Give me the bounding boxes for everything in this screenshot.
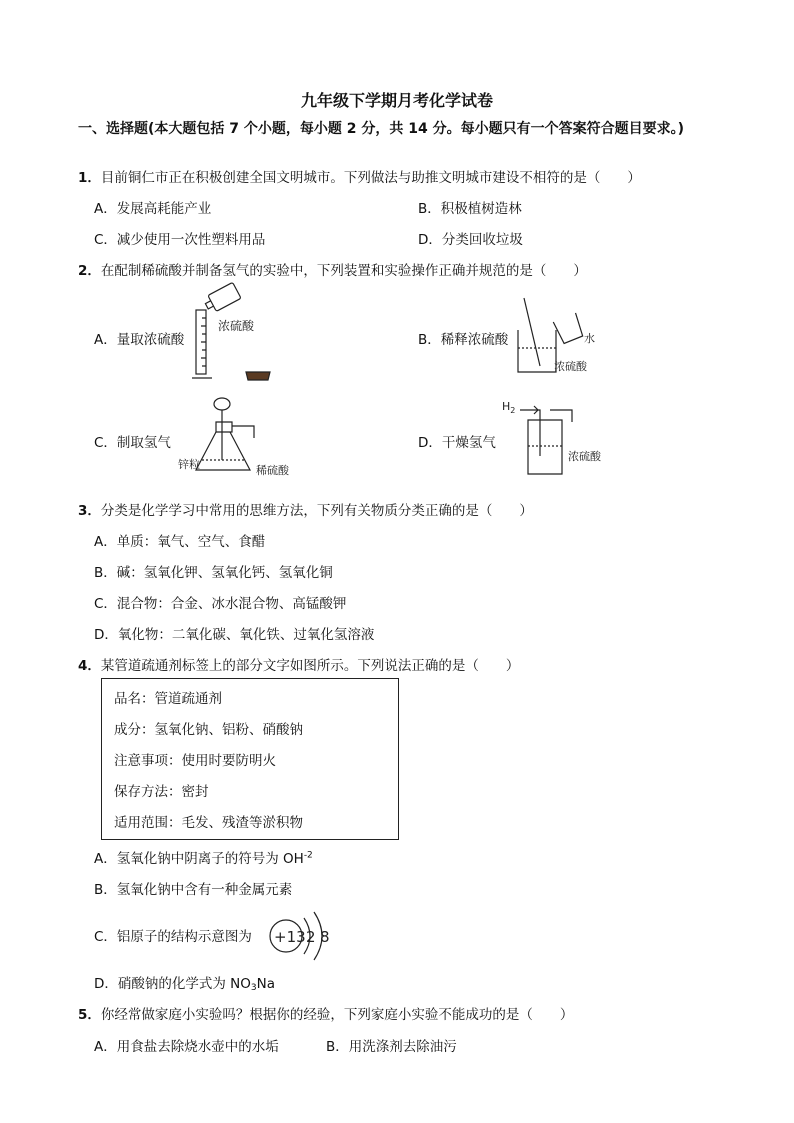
question-3 bbox=[78, 499, 533, 519]
q4-option-a-text: A．氢氧化钠中阴离子的符号为 OH bbox=[94, 851, 304, 867]
figure-dry-hydrogen bbox=[498, 396, 618, 480]
label-water: 水 bbox=[584, 332, 595, 345]
question-4 bbox=[78, 654, 519, 674]
question-stem: 在配制稀硫酸并制备氢气的实验中，下列装置和实验操作正确并规范的是（ ） bbox=[100, 263, 587, 279]
q4-option-a[interactable] bbox=[94, 847, 313, 867]
question-number: 1． bbox=[78, 170, 101, 186]
question-5 bbox=[78, 1003, 573, 1023]
label-line-caution: 注意事项：使用时要防明火 bbox=[114, 753, 276, 769]
question-2 bbox=[78, 259, 587, 279]
q5-option-b[interactable]: B．用洗涤剂去除油污 bbox=[326, 1039, 457, 1055]
label-hydrogen bbox=[502, 400, 515, 415]
q3-option-b[interactable]: B．碱：氢氧化钾、氢氧化钙、氢氧化铜 bbox=[94, 565, 333, 581]
label-line-name: 品名：管道疏通剂 bbox=[114, 691, 222, 707]
label-dilute-sulfuric-acid: 稀硫酸 bbox=[256, 464, 289, 477]
question-stem: 分类是化学学习中常用的思维方法，下列有关物质分类正确的是（ ） bbox=[100, 503, 533, 519]
q4-option-b[interactable]: B．氢氧化钠中含有一种金属元素 bbox=[94, 882, 293, 898]
q1-option-b[interactable]: B．积极植树造林 bbox=[418, 201, 522, 217]
question-number: 4． bbox=[78, 658, 101, 674]
label-line-storage: 保存方法：密封 bbox=[114, 784, 209, 800]
label-h: H bbox=[502, 400, 511, 413]
question-stem: 你经常做家庭小实验吗？根据你的经验，下列家庭小实验不能成功的是（ ） bbox=[100, 1007, 574, 1023]
q2-option-a[interactable]: A．量取浓硫酸 bbox=[94, 332, 185, 348]
label-h2-subscript: 2 bbox=[510, 406, 516, 415]
q1-option-d[interactable]: D．分类回收垃圾 bbox=[418, 232, 523, 248]
nucleus-charge: +13 bbox=[274, 928, 306, 946]
question-number: 2． bbox=[78, 263, 101, 279]
section-heading: 一、选择题(本大题包括 7 个小题，每小题 2 分，共 14 分。每小题只有一个答案符合题目要求。) bbox=[78, 121, 685, 137]
label-line-ingredients: 成分：氢氧化钠、铝粉、硝酸钠 bbox=[114, 722, 303, 738]
figure-measure-acid bbox=[190, 292, 280, 384]
figure-produce-hydrogen bbox=[176, 394, 296, 480]
label-concentrated-sulfuric-acid-d: 浓硫酸 bbox=[568, 450, 601, 463]
q4-option-d-tail: Na bbox=[256, 976, 276, 992]
q4-option-d-text: D．硝酸钠的化学式为 NO bbox=[94, 976, 251, 992]
q1-option-c[interactable]: C．减少使用一次性塑料用品 bbox=[94, 232, 266, 248]
q2-option-d[interactable]: D．干燥氢气 bbox=[418, 435, 496, 451]
q3-option-a[interactable]: A．单质：氧气、空气、食醋 bbox=[94, 534, 266, 550]
label-line-scope: 适用范围：毛发、残渣等淤积物 bbox=[114, 815, 303, 831]
label-zinc: 锌粒 bbox=[178, 458, 200, 471]
shell-1-electrons: 2 bbox=[306, 928, 316, 946]
q2-option-c[interactable]: C．制取氢气 bbox=[94, 435, 171, 451]
q3-option-d[interactable]: D．氧化物：二氧化碳、氧化铁、过氧化氢溶液 bbox=[94, 627, 375, 643]
q5-option-a[interactable]: A．用食盐去除烧水壶中的水垢 bbox=[94, 1039, 279, 1055]
q3-option-c[interactable]: C．混合物：合金、冰水混合物、高锰酸钾 bbox=[94, 596, 347, 612]
q4-option-d-subscript: 3 bbox=[250, 983, 257, 993]
question-number: 3． bbox=[78, 503, 101, 519]
aluminum-atom-diagram bbox=[266, 904, 336, 968]
q2-option-b[interactable]: B．稀释浓硫酸 bbox=[418, 332, 509, 348]
q4-option-a-superscript: -2 bbox=[303, 850, 313, 861]
question-stem: 目前铜仁市正在积极创建全国文明城市。下列做法与助推文明城市建设不相符的是（ ） bbox=[100, 170, 641, 186]
figure-dilute-acid bbox=[512, 296, 612, 378]
question-stem: 某管道疏通剂标签上的部分文字如图所示。下列说法正确的是（ ） bbox=[100, 658, 520, 674]
question-1 bbox=[78, 166, 641, 186]
q4-option-c[interactable]: C．铝原子的结构示意图为 bbox=[94, 929, 252, 945]
product-label-box bbox=[101, 678, 399, 840]
q1-option-a[interactable]: A．发展高耗能产业 bbox=[94, 201, 212, 217]
shell-2-electrons: 8 bbox=[320, 928, 330, 946]
question-number: 5． bbox=[78, 1007, 101, 1023]
label-concentrated-sulfuric-acid: 浓硫酸 bbox=[218, 319, 255, 333]
page-title: 九年级下学期月考化学试卷 bbox=[300, 91, 493, 110]
q4-option-d[interactable] bbox=[94, 972, 275, 993]
label-concentrated-sulfuric-acid-b: 浓硫酸 bbox=[554, 360, 587, 373]
